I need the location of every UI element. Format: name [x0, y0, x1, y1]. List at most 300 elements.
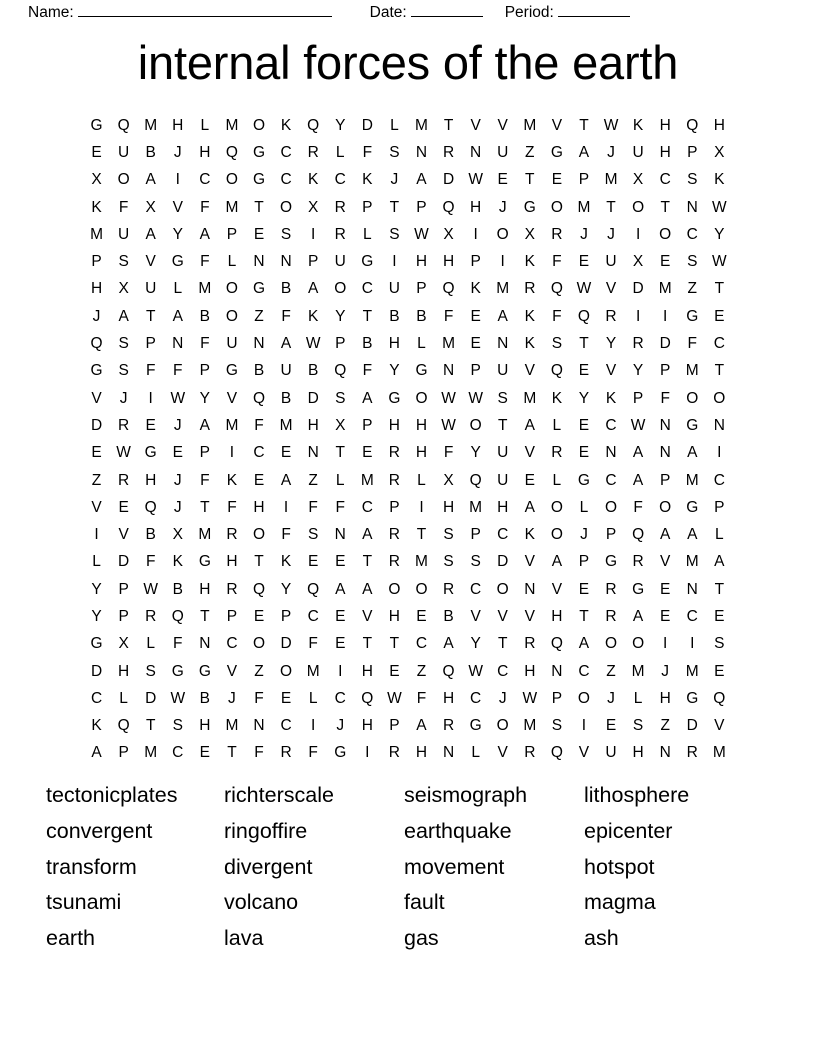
grid-cell[interactable]: R [145, 607, 157, 625]
grid-cell[interactable]: P [389, 717, 400, 735]
grid-cell[interactable]: B [280, 280, 292, 298]
grid-cell[interactable]: Y [632, 362, 644, 380]
grid-cell[interactable]: N [686, 198, 698, 216]
grid-cell[interactable]: T [497, 635, 508, 653]
grid-cell[interactable]: P [118, 607, 129, 625]
grid-cell[interactable]: J [607, 689, 615, 707]
grid-cell[interactable]: O [280, 662, 293, 680]
grid-cell[interactable]: U [280, 362, 292, 380]
grid-cell[interactable]: N [253, 335, 265, 353]
grid-cell[interactable]: F [200, 471, 210, 489]
grid-cell[interactable]: E [605, 717, 617, 735]
grid-cell[interactable]: G [388, 389, 401, 407]
grid-cell[interactable]: O [713, 389, 726, 407]
grid-cell[interactable]: C [415, 635, 428, 653]
grid-cell[interactable]: N [659, 416, 671, 434]
grid-cell[interactable]: T [579, 335, 589, 353]
grid-cell[interactable]: C [172, 744, 184, 762]
grid-cell[interactable]: L [308, 689, 318, 707]
grid-cell[interactable]: R [334, 225, 346, 243]
grid-cell[interactable]: F [552, 307, 562, 325]
grid-cell[interactable]: W [468, 662, 483, 680]
grid-cell[interactable]: T [525, 171, 535, 189]
grid-cell[interactable]: G [415, 362, 428, 380]
grid-cell[interactable]: R [605, 580, 617, 598]
grid-cell[interactable]: A [335, 580, 346, 598]
grid-cell[interactable]: I [94, 526, 99, 544]
grid-cell[interactable]: X [632, 171, 644, 189]
grid-cell[interactable]: T [335, 444, 345, 462]
grid-cell[interactable]: L [552, 416, 562, 434]
grid-cell[interactable]: L [146, 635, 155, 653]
grid-cell[interactable]: S [335, 389, 346, 407]
grid-cell[interactable]: B [443, 607, 454, 625]
grid-cell[interactable]: R [442, 143, 455, 161]
grid-cell[interactable]: G [225, 362, 238, 380]
grid-cell[interactable]: F [335, 498, 345, 516]
grid-cell[interactable]: P [416, 198, 427, 216]
grid-cell[interactable]: T [714, 362, 725, 380]
grid-cell[interactable]: G [361, 253, 374, 271]
grid-cell[interactable]: M [144, 744, 158, 762]
grid-cell[interactable]: K [524, 335, 535, 353]
grid-cell[interactable]: D [307, 389, 319, 407]
grid-cell[interactable]: I [311, 225, 316, 243]
grid-cell[interactable]: U [334, 253, 346, 271]
grid-cell[interactable]: F [552, 253, 562, 271]
grid-cell[interactable]: M [225, 717, 239, 735]
period-blank-line[interactable] [558, 2, 630, 17]
grid-cell[interactable]: O [686, 389, 699, 407]
grid-cell[interactable]: X [714, 143, 725, 161]
grid-cell[interactable]: B [362, 335, 373, 353]
grid-cell[interactable]: P [362, 416, 373, 434]
grid-cell[interactable]: Q [442, 280, 455, 298]
grid-cell[interactable]: C [199, 171, 211, 189]
grid-cell[interactable]: O [604, 635, 618, 653]
grid-cell[interactable]: A [416, 171, 427, 189]
grid-cell[interactable]: E [470, 307, 481, 325]
grid-cell[interactable]: U [497, 444, 509, 462]
grid-cell[interactable]: S [118, 362, 129, 380]
grid-cell[interactable]: T [660, 198, 670, 216]
grid-cell[interactable]: V [497, 607, 508, 625]
grid-cell[interactable]: S [118, 335, 129, 353]
grid-cell[interactable]: H [659, 143, 671, 161]
grid-cell[interactable]: W [414, 225, 429, 243]
grid-cell[interactable]: R [118, 471, 130, 489]
grid-cell[interactable]: X [632, 253, 644, 271]
grid-cell[interactable]: W [305, 335, 321, 353]
grid-cell[interactable]: F [362, 362, 373, 380]
grid-cell[interactable]: T [362, 635, 373, 653]
grid-cell[interactable]: O [659, 498, 672, 516]
grid-cell[interactable]: W [387, 689, 402, 707]
grid-cell[interactable]: V [524, 607, 535, 625]
grid-cell[interactable]: O [225, 280, 238, 298]
grid-cell[interactable]: V [470, 116, 481, 134]
grid-cell[interactable]: O [632, 198, 645, 216]
grid-cell[interactable]: R [632, 335, 644, 353]
grid-cell[interactable]: W [116, 444, 131, 462]
grid-cell[interactable]: D [686, 717, 698, 735]
grid-cell[interactable]: U [145, 280, 157, 298]
grid-cell[interactable]: C [361, 498, 373, 516]
grid-cell[interactable]: Y [335, 116, 346, 134]
grid-cell[interactable]: P [145, 335, 156, 353]
grid-cell[interactable]: H [524, 662, 536, 680]
grid-cell[interactable]: F [362, 143, 373, 161]
grid-cell[interactable]: N [334, 526, 346, 544]
grid-cell[interactable]: A [660, 526, 671, 544]
grid-cell[interactable]: F [227, 498, 237, 516]
grid-cell[interactable]: S [687, 253, 698, 271]
grid-cell[interactable]: U [118, 143, 130, 161]
grid-cell[interactable]: K [632, 116, 644, 134]
grid-cell[interactable]: A [632, 607, 644, 625]
grid-cell[interactable]: V [524, 362, 535, 380]
grid-cell[interactable]: N [713, 416, 725, 434]
grid-cell[interactable]: Z [308, 471, 318, 489]
grid-cell[interactable]: O [496, 717, 509, 735]
grid-cell[interactable]: N [659, 444, 671, 462]
grid-cell[interactable]: W [143, 580, 159, 598]
grid-cell[interactable]: B [172, 580, 183, 598]
grid-cell[interactable]: K [307, 171, 319, 189]
grid-cell[interactable]: A [280, 471, 292, 489]
grid-cell[interactable]: J [173, 416, 182, 434]
grid-cell[interactable]: X [118, 280, 129, 298]
grid-cell[interactable]: A [497, 307, 508, 325]
grid-cell[interactable]: N [551, 662, 563, 680]
grid-cell[interactable]: E [578, 444, 590, 462]
grid-cell[interactable]: C [605, 416, 617, 434]
grid-cell[interactable]: Q [144, 498, 157, 516]
grid-cell[interactable]: W [522, 689, 538, 707]
grid-cell[interactable]: S [497, 389, 508, 407]
grid-cell[interactable]: J [336, 717, 345, 735]
grid-cell[interactable]: H [497, 498, 509, 516]
grid-cell[interactable]: E [280, 689, 292, 707]
grid-cell[interactable]: J [173, 143, 182, 161]
grid-cell[interactable]: V [118, 526, 129, 544]
grid-cell[interactable]: L [119, 689, 128, 707]
grid-cell[interactable]: H [361, 662, 373, 680]
grid-cell[interactable]: P [362, 198, 373, 216]
grid-cell[interactable]: G [686, 689, 699, 707]
grid-cell[interactable]: F [281, 526, 291, 544]
grid-cell[interactable]: H [415, 744, 428, 762]
grid-cell[interactable]: I [419, 498, 424, 516]
grid-cell[interactable]: I [690, 635, 695, 653]
grid-cell[interactable]: R [442, 580, 455, 598]
grid-cell[interactable]: L [363, 225, 372, 243]
grid-cell[interactable]: M [631, 662, 645, 680]
grid-cell[interactable]: J [173, 498, 182, 516]
grid-cell[interactable]: S [632, 717, 644, 735]
grid-cell[interactable]: S [118, 253, 129, 271]
grid-cell[interactable]: H [199, 580, 211, 598]
grid-cell[interactable]: R [551, 444, 563, 462]
grid-cell[interactable]: I [635, 225, 641, 243]
grid-cell[interactable]: J [498, 198, 507, 216]
grid-cell[interactable]: P [307, 253, 319, 271]
grid-cell[interactable]: T [200, 498, 210, 516]
grid-cell[interactable]: C [280, 717, 292, 735]
grid-cell[interactable]: K [470, 280, 481, 298]
grid-cell[interactable]: R [388, 444, 400, 462]
grid-cell[interactable]: Z [606, 662, 616, 680]
grid-cell[interactable]: G [90, 116, 103, 134]
grid-cell[interactable]: E [199, 744, 211, 762]
grid-cell[interactable]: H [659, 689, 671, 707]
grid-cell[interactable]: E [172, 444, 183, 462]
grid-cell[interactable]: U [497, 471, 509, 489]
grid-cell[interactable]: O [550, 198, 563, 216]
grid-cell[interactable]: M [523, 116, 537, 134]
grid-cell[interactable]: S [389, 143, 400, 161]
grid-cell[interactable]: N [199, 635, 211, 653]
grid-cell[interactable]: O [280, 198, 293, 216]
grid-cell[interactable]: B [145, 526, 156, 544]
grid-cell[interactable]: R [280, 744, 292, 762]
grid-cell[interactable]: V [551, 116, 563, 134]
grid-cell[interactable]: H [442, 689, 455, 707]
grid-cell[interactable]: B [145, 143, 156, 161]
grid-cell[interactable]: E [497, 171, 508, 189]
word-list-item[interactable]: ash [584, 926, 619, 951]
grid-cell[interactable]: H [659, 116, 671, 134]
grid-cell[interactable]: E [714, 662, 725, 680]
grid-cell[interactable]: X [335, 416, 346, 434]
grid-cell[interactable]: U [605, 253, 617, 271]
grid-cell[interactable]: N [307, 444, 319, 462]
grid-cell[interactable]: I [148, 389, 153, 407]
grid-cell[interactable]: M [577, 198, 591, 216]
grid-cell[interactable]: I [175, 171, 180, 189]
grid-cell[interactable]: P [632, 389, 644, 407]
grid-cell[interactable]: J [607, 225, 615, 243]
grid-cell[interactable]: S [443, 526, 454, 544]
grid-cell[interactable]: E [578, 580, 590, 598]
grid-cell[interactable]: G [550, 143, 563, 161]
grid-cell[interactable]: K [551, 389, 563, 407]
grid-cell[interactable]: B [253, 362, 265, 380]
grid-cell[interactable]: M [604, 171, 618, 189]
grid-cell[interactable]: Q [361, 689, 374, 707]
grid-cell[interactable]: H [388, 335, 400, 353]
grid-cell[interactable]: M [360, 471, 374, 489]
grid-cell[interactable]: Q [550, 362, 563, 380]
grid-cell[interactable]: H [415, 253, 428, 271]
grid-cell[interactable]: O [604, 498, 618, 516]
grid-cell[interactable]: H [415, 444, 428, 462]
grid-cell[interactable]: J [390, 171, 399, 189]
grid-cell[interactable]: G [171, 253, 184, 271]
grid-cell[interactable]: P [118, 744, 129, 762]
grid-cell[interactable]: F [660, 389, 670, 407]
grid-cell[interactable]: P [660, 362, 671, 380]
grid-cell[interactable]: E [551, 171, 563, 189]
grid-cell[interactable]: F [173, 635, 183, 653]
grid-cell[interactable]: E [578, 253, 590, 271]
grid-cell[interactable]: K [524, 307, 535, 325]
grid-cell[interactable]: T [362, 307, 373, 325]
grid-cell[interactable]: G [90, 362, 103, 380]
grid-cell[interactable]: Q [252, 389, 266, 407]
grid-cell[interactable]: T [227, 744, 237, 762]
grid-cell[interactable]: C [334, 689, 346, 707]
grid-cell[interactable]: Q [550, 744, 563, 762]
grid-cell[interactable]: O [577, 689, 590, 707]
grid-cell[interactable]: O [550, 526, 563, 544]
grid-cell[interactable]: K [91, 198, 102, 216]
grid-cell[interactable]: K [307, 307, 319, 325]
grid-cell[interactable]: S [714, 635, 725, 653]
grid-cell[interactable]: E [91, 143, 102, 161]
grid-cell[interactable]: T [443, 116, 454, 134]
grid-cell[interactable]: L [579, 498, 589, 516]
grid-cell[interactable]: E [578, 416, 590, 434]
grid-cell[interactable]: Q [550, 280, 563, 298]
grid-cell[interactable]: X [524, 225, 535, 243]
grid-cell[interactable]: I [338, 662, 343, 680]
grid-cell[interactable]: S [389, 225, 400, 243]
word-list-item[interactable]: volcano [224, 890, 299, 915]
grid-cell[interactable]: Q [225, 143, 238, 161]
grid-cell[interactable]: N [659, 744, 671, 762]
grid-cell[interactable]: D [145, 689, 157, 707]
grid-cell[interactable]: M [469, 498, 483, 516]
grid-cell[interactable]: U [226, 335, 238, 353]
grid-cell[interactable]: F [308, 498, 318, 516]
word-list-item[interactable]: divergent [224, 854, 313, 879]
grid-cell[interactable]: L [92, 553, 101, 571]
grid-cell[interactable]: A [687, 526, 698, 544]
grid-cell[interactable]: S [551, 335, 563, 353]
grid-cell[interactable]: Q [252, 580, 266, 598]
grid-cell[interactable]: W [630, 416, 646, 434]
grid-cell[interactable]: K [91, 717, 102, 735]
grid-cell[interactable]: Y [714, 225, 725, 243]
grid-cell[interactable]: F [687, 335, 697, 353]
grid-cell[interactable]: E [714, 607, 725, 625]
grid-cell[interactable]: N [415, 143, 428, 161]
grid-cell[interactable]: M [415, 553, 428, 571]
grid-cell[interactable]: I [392, 253, 397, 271]
grid-cell[interactable]: F [308, 744, 318, 762]
grid-cell[interactable]: Q [307, 580, 320, 598]
grid-cell[interactable]: N [605, 444, 617, 462]
grid-cell[interactable]: K [172, 553, 183, 571]
grid-cell[interactable]: H [172, 116, 184, 134]
grid-cell[interactable]: G [90, 635, 103, 653]
grid-cell[interactable]: H [118, 662, 130, 680]
grid-cell[interactable]: Z [687, 280, 697, 298]
grid-cell[interactable]: M [306, 662, 320, 680]
grid-cell[interactable]: V [226, 389, 238, 407]
grid-cell[interactable]: S [145, 662, 156, 680]
grid-cell[interactable]: V [551, 580, 563, 598]
grid-cell[interactable]: E [660, 580, 671, 598]
grid-cell[interactable]: K [362, 171, 373, 189]
grid-cell[interactable]: V [497, 116, 508, 134]
word-list-item[interactable]: fault [404, 890, 445, 915]
word-list-item[interactable]: earthquake [404, 818, 512, 843]
grid-cell[interactable]: K [605, 389, 617, 407]
date-blank-line[interactable] [411, 2, 483, 17]
grid-cell[interactable]: C [686, 607, 698, 625]
grid-cell[interactable]: Y [605, 335, 617, 353]
grid-cell[interactable]: F [200, 335, 210, 353]
grid-cell[interactable]: I [635, 307, 641, 325]
grid-cell[interactable]: J [119, 389, 128, 407]
grid-cell[interactable]: M [225, 116, 239, 134]
grid-cell[interactable]: B [416, 307, 427, 325]
grid-cell[interactable]: O [334, 280, 347, 298]
grid-cell[interactable]: E [416, 607, 427, 625]
grid-cell[interactable]: O [252, 116, 266, 134]
grid-cell[interactable]: O [496, 580, 509, 598]
grid-cell[interactable]: A [632, 444, 644, 462]
grid-cell[interactable]: V [660, 553, 671, 571]
grid-cell[interactable]: P [389, 498, 400, 516]
grid-cell[interactable]: N [497, 335, 509, 353]
grid-cell[interactable]: C [470, 580, 482, 598]
grid-cell[interactable]: T [579, 116, 589, 134]
grid-cell[interactable]: C [253, 444, 265, 462]
grid-cell[interactable]: Z [660, 717, 670, 735]
word-list-item[interactable]: richterscale [224, 783, 334, 807]
grid-cell[interactable]: X [443, 471, 454, 489]
grid-cell[interactable]: V [91, 389, 102, 407]
grid-cell[interactable]: V [91, 498, 102, 516]
grid-cell[interactable]: G [252, 143, 266, 161]
grid-cell[interactable]: C [307, 607, 319, 625]
grid-cell[interactable]: E [660, 253, 671, 271]
grid-cell[interactable]: K [714, 171, 725, 189]
grid-cell[interactable]: F [443, 307, 454, 325]
grid-cell[interactable]: P [199, 444, 211, 462]
grid-cell[interactable]: Q [171, 607, 184, 625]
grid-cell[interactable]: E [524, 471, 535, 489]
grid-cell[interactable]: L [417, 471, 426, 489]
word-list-item[interactable]: seismograph [404, 783, 528, 807]
grid-cell[interactable]: H [388, 607, 400, 625]
grid-cell[interactable]: Z [254, 307, 264, 325]
grid-cell[interactable]: C [90, 689, 103, 707]
grid-cell[interactable]: A [118, 307, 129, 325]
grid-cell[interactable]: E [335, 635, 346, 653]
grid-cell[interactable]: M [685, 362, 699, 380]
grid-cell[interactable]: O [415, 580, 428, 598]
grid-cell[interactable]: P [470, 253, 481, 271]
grid-cell[interactable]: M [712, 744, 726, 762]
grid-cell[interactable]: X [118, 635, 129, 653]
grid-cell[interactable]: R [334, 198, 346, 216]
grid-cell[interactable]: W [603, 116, 619, 134]
grid-cell[interactable]: P [118, 580, 129, 598]
grid-cell[interactable]: C [578, 662, 590, 680]
grid-cell[interactable]: Z [416, 662, 427, 680]
grid-cell[interactable]: H [551, 607, 563, 625]
grid-cell[interactable]: Q [550, 635, 563, 653]
grid-cell[interactable]: W [712, 253, 727, 271]
grid-cell[interactable]: R [632, 553, 644, 571]
grid-cell[interactable]: F [200, 198, 210, 216]
grid-cell[interactable]: N [253, 717, 265, 735]
grid-cell[interactable]: O [550, 498, 563, 516]
